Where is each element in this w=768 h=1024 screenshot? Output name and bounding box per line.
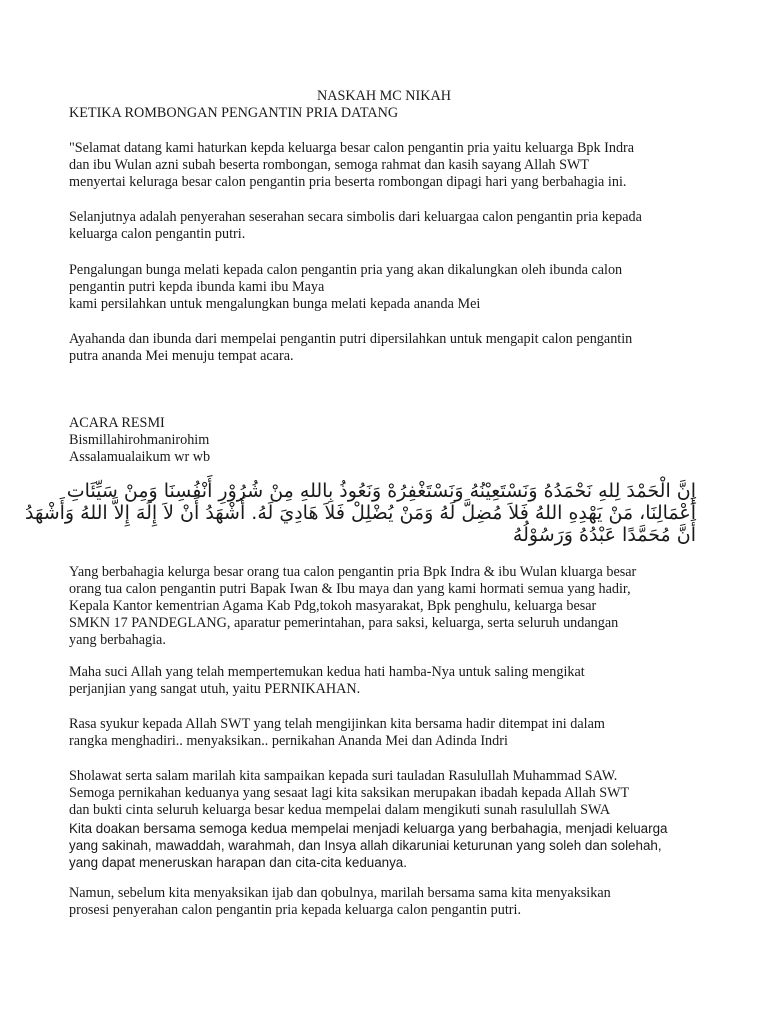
text-line: Ayahanda dan ibunda dari mempelai pengantin putri dipersilahkan untuk mengapit calon pengantin — [69, 331, 633, 347]
text-line: Pengalungan bunga melati kepada calon pengantin pria yang akan dikalungkan oleh ibunda calon — [69, 262, 623, 278]
text-line: Rasa syukur kepada Allah SWT yang telah mengijinkan kita bersama hadir ditempat ini dalam — [69, 716, 605, 732]
text-line: Kepala Kantor kementrian Agama Kab Pdg,tokoh masyarakat, Bpk penghulu, keluarga besar — [69, 598, 597, 614]
text-line: Yang berbahagia kelurga besar orang tua calon pengantin pria Bpk Indra & ibu Wulan kluarga besar — [69, 564, 637, 580]
text-line: yang berbahagia. — [69, 632, 166, 648]
text-line: rangka menghadiri.. menyaksikan.. pernikahan Ananda Mei dan Adinda Indri — [69, 733, 508, 749]
text-line: putra ananda Mei menuju tempat acara. — [69, 348, 294, 364]
text-line: SMKN 17 PANDEGLANG, aparatur pemerintahan, para saksi, keluarga, serta seluruh undangan — [69, 615, 619, 631]
text-line: kami persilahkan untuk mengalungkan bunga melati kepada ananda Mei — [69, 296, 481, 312]
text-line: yang dapat meneruskan harapan dan cita-cita keduanya. — [69, 855, 407, 870]
text-line: menyertai keluraga besar calon pengantin pria beserta rombongan dipagi hari yang berbahagia ini. — [69, 174, 627, 190]
text-line: Semoga pernikahan keduanya yang sesaat lagi kita saksikan merupakan ibadah kepada Allah SWT — [69, 785, 630, 801]
text-line: orang tua calon pengantin putri Bapak Iwan & Ibu maya dan yang kami hormati semua yang hadir, — [69, 581, 631, 597]
text-line: "Selamat datang kami haturkan kepda keluarga besar calon pengantin pria yaitu keluarga Bpk Indra — [69, 140, 635, 156]
text-line: Kita doakan bersama semoga kedua mempelai menjadi keluarga yang berbahagia, menjadi keluarga — [69, 821, 668, 836]
text-line: dan bukti cinta seluruh keluarga besar kedua mempelai dalam mengikuti sunah rasulullah SWA — [69, 802, 611, 818]
text-line: pengantin putri kepda ibunda kami ibu Maya — [69, 279, 325, 295]
section-heading-arrival: KETIKA ROMBONGAN PENGANTIN PRIA DATANG — [69, 105, 399, 121]
arabic-line: أَنَّ مُحَمَّدًا عَبْدُهُ وَرَسُوْلُهُ — [512, 524, 696, 546]
text-line: Sholawat serta salam marilah kita sampaikan kepada suri tauladan Rasulullah Muhammad SAW. — [69, 768, 618, 784]
text-line: dan ibu Wulan azni subah beserta rombongan, semoga rahmat dan kasih sayang Allah SWT — [69, 157, 590, 173]
arabic-line: إِنَّ الْحَمْدَ لِلهِ نَحْمَدُهُ وَنَسْتَعِيْنُهُ وَنَسْتَغْفِرُهْ وَنَعُوذُ بِاللهِ مِنْ شُرُوْرِ أَنْفُسِنَا وَمِنْ سَيِّئَاتِ — [66, 480, 696, 502]
basmalah-text: Bismillahirohmanirohim — [69, 432, 210, 448]
document-title: NASKAH MC NIKAH — [317, 88, 451, 104]
text-line: prosesi penyerahan calon pengantin pria kepada keluarga calon pengantin putri. — [69, 902, 521, 918]
section-heading-acara-resmi: ACARA RESMI — [69, 415, 165, 431]
text-line: Selanjutnya adalah penyerahan seserahan secara simbolis dari keluargaa calon pengantin pria kepada — [69, 209, 642, 225]
arabic-line: أَعْمَالِنَا، مَنْ يَهْدِهِ اللهُ فَلاَ مُضِلَّ لَهُ وَمَنْ يُضْلِلْ فَلاَ هَادِيَ لَهُ. أَشْهَدُ أَنْ لاَ إِلَهَ إِلاَّ اللهُ وَأَشْهَدُ — [25, 502, 696, 524]
text-line: Maha suci Allah yang telah mempertemukan kedua hati hamba-Nya untuk saling mengikat — [69, 664, 585, 680]
text-line: keluarga calon pengantin putri. — [69, 226, 246, 242]
text-line: Namun, sebelum kita menyaksikan ijab dan qobulnya, marilah bersama sama kita menyaksikan — [69, 885, 611, 901]
text-line: yang sakinah, mawaddah, warahmah, dan Insya allah dikaruniai keturunan yang soleh dan solehah, — [69, 838, 662, 853]
salam-text: Assalamualaikum wr wb — [69, 449, 211, 465]
text-line: perjanjian yang sangat utuh, yaitu PERNIKAHAN. — [69, 681, 361, 697]
